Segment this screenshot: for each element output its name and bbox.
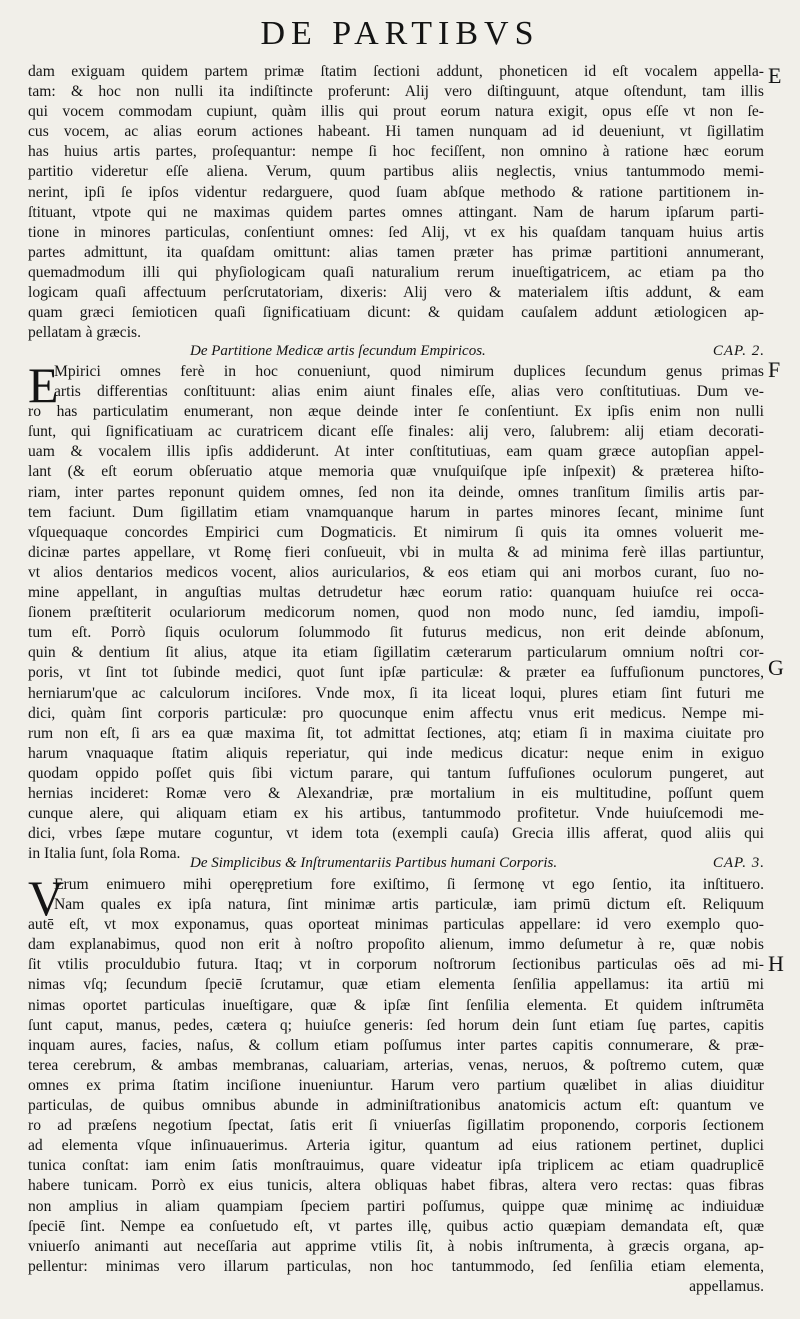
drop-cap: E <box>28 357 59 413</box>
text-line: nimas oportet particulas inueſtigare, quæ & ipſæ ſint ſenſilia elementa. Et quidem inſtrumēta <box>28 996 764 1014</box>
text-line: dici, vrbes ſæpe mutare coguntur, vt idem tota (exempli cauſa) Grecia illis afferat, quod aliis qui <box>28 825 764 843</box>
text-line: pellatam à græcis. <box>28 324 142 342</box>
text-line: ſtituant, vtpote qui ne maximas quidem partes omnes attingant. Nam de harum ipſarum parti- <box>28 203 764 221</box>
text-line: tam: & hoc non nulli ita indiſtincte proferunt: Alij vero diſtinguunt, atque oſtendunt, tam illis <box>28 83 764 101</box>
margin-letter: H <box>768 951 784 976</box>
text-line: dici, quàm ſint corporis particulæ: pro quocunque enim affectu vnus erit medicus. Nempe mi- <box>28 704 764 722</box>
text-line: mine appellant, in anguſtias multas detrudetur hæc eorum ratio: quanquam huiuſce rei occa- <box>28 584 764 602</box>
text-line: ſionem præſtiterit oculariorum medicorum nomen, quod non modo nunc, ſed iamdiu, impoſi- <box>28 604 764 622</box>
text-line: partes admittunt, ita quaſdam omittunt: alias tamen præter has primæ partitioni annumerant, <box>28 243 764 261</box>
text-line: in Italia ſunt, ſola Roma. <box>28 845 181 863</box>
text-line: ſunt caput, manus, pedes, cætera q; huiuſce generis: ſed horum dein ſunt etiam ſuę partes, capitis <box>28 1016 764 1034</box>
text-line: tione in minores particulas, conſentiunt omnes: ſed Alij, vt ex his quaſdam tanquam huius artis <box>28 223 764 241</box>
text-line: omnes ex prima ſtatim inciſione inueniuntur. Harum vero partium quælibet in alias diuiditur <box>28 1076 764 1094</box>
chapter-number: CAP. 2. <box>712 343 765 359</box>
drop-cap: V <box>28 870 65 926</box>
text-line: artis differentias conſtituunt: alias enim aiunt finales eſſe, alias vero conſtitutiuas. Dum ve- <box>54 383 764 401</box>
text-line: tum eſt. Porrò ſiquis oculorum ſolummodo ſit futurus medicus, non erit deinde abſonum, <box>28 624 764 642</box>
text-line: ad elementa vſque inſinuauerimus. Arteria igitur, quantum ad eius rationem pertinet, duplici <box>28 1137 764 1155</box>
chapter-title: De Partitione Medicæ artis ſecundum Empiricos. <box>190 343 486 359</box>
text-line: quodam oppido poſſet quis ſibi victum parare, qui tantum ſuffuſiones oculorum pungeret, aut <box>28 764 764 782</box>
text-line: uam & vocalem illis ipſis addiderunt. At inter conſtitutiuas, eam quam græce autopſian appel- <box>28 443 764 461</box>
chapter-number: CAP. 3. <box>712 855 765 871</box>
text-line: terea cerebrum, & ambas membranas, caluariam, arterias, venas, neruos, & poſtremo cutem, quæ <box>28 1056 764 1074</box>
text-line: ſunt, qui ſignificatiuam ac curatricem dicant eſſe finales: alij vero, ſalubrem: alij etiam decorati- <box>28 423 764 441</box>
text-line: Mpirici omnes ferè in hoc conueniunt, quod nimirum duplices ſecundum genus primas <box>54 363 764 380</box>
margin-letter: G <box>768 655 784 680</box>
text-line: vſquequaque concordes Empirici cum Dogmaticis. Et nimirum ſi quis ita omnes voluerit me- <box>28 523 764 541</box>
text-line: harum vnaquaque ſtatim aliquis reperiatur, qui inde medicus dicatur: neque enim in exiguo <box>28 744 764 762</box>
text-line: partitio videretur eſſe aliena. Verum, quum partibus aliis neglectis, vnius tantummodo memi- <box>28 163 764 181</box>
text-line: vniuerſo animanti aut neceſſaria aut apprime vtilis ſit, à nobis inſtrumenta, à græcis organa, ap- <box>28 1237 764 1255</box>
text-line: Erum enimuero mihi operępretium fore exiſtimo, ſi ſermonę vt ego ſentio, ita inſtituero. <box>54 876 764 893</box>
text-line: inquam aures, facies, naſus, & collum etiam poſſumus inter partes capitis connumerare, & præ- <box>28 1036 764 1054</box>
continuation-paragraph <box>28 62 764 343</box>
chapter-heading-2 <box>190 341 765 361</box>
text-line: dicinæ partes appellare, vt Romę fieri conſueuit, vbi in multa & ad minima ferè illas partiuntur, <box>28 543 764 561</box>
text-line: riam, inter partes reponunt quidem omnes, ſed non ita deinde, omnes tranſitum ſimilis artis par- <box>28 483 764 501</box>
text-line: qui vocem commodam cupiunt, quàm illis qui prout eorum natura exigit, opus eſſe vt non ſe- <box>28 103 764 121</box>
text-line: hernias incideret: Romæ vero & Alexandriæ, præ mortalium in eis multitudine, poſſunt quem <box>28 784 764 802</box>
text-line: appellamus. <box>689 1277 764 1295</box>
text-line: vt alios dentarios medicos vocent, alios auricularios, & eos etiam qui ani morbos curant, ſuo no- <box>28 563 764 581</box>
text-line: lant (& eſt eorum obſeruatio atque memoria quæ vnuſquiſque ipſe inſpexit) & præterea hiſto- <box>28 463 764 481</box>
text-line: logicam quaſi affectuum perſcrutatoriam, dixeris: Alij vero & materialem iſtis addunt, & eam <box>28 284 764 302</box>
text-line: autē eſt, vt mox exponamus, quas oporteat minimas particulas appellare: id vero exemplo quo- <box>28 916 764 934</box>
chapter-3-body <box>28 870 764 1297</box>
text-line: has huius artis partes, proſequantur: nempe ſi hoc feciſſent, non omnino à ratione hæc eorum <box>28 143 764 161</box>
chapter-2-body <box>28 357 764 864</box>
text-line: ſpeciē ſint. Nempe ea conſuetudo eſt, vt partes illę, quibus actio quæpiam demandata eſt, quæ <box>28 1217 764 1235</box>
margin-letter: E <box>768 63 782 88</box>
text-line: tunica conſtat: iam enim ſatis monſtrauimus, quare videatur ipſa triplicem ac etiam quadruplicē <box>28 1157 764 1175</box>
text-line: cus vocem, ac alias eorum actiones habeant. Hi tamen nunquam ad id deueniunt, vt ſigillatim <box>28 123 764 141</box>
text-line: quam græci ſemioticen quaſi ſignificatiuam dicunt: & quidam cauſalem addunt ætiologicen ap- <box>28 304 764 322</box>
text-line: quin & dentium ſit alius, atque ita etiam ſigillatim cæterarum particularum omnium noſtri cor- <box>28 644 764 662</box>
text-line: cunque alere, qui aliquam etiam ex his artibus, tantummodo profitetur. Vnde huiuſcemodi me- <box>28 805 764 823</box>
text-line: habere tunicam. Porrò ex eius tunicis, altera obliquas habet fibras, altera vero rectas: quas fibras <box>28 1177 764 1195</box>
running-head: DE PARTIBVS <box>260 15 540 52</box>
text-line: poris, vt ſint tot ſubinde medici, quot ſunt ipſæ particulæ: & præter ea ſuffuſionum punctores, <box>28 664 764 682</box>
text-line: herniarum'que ac calculorum inciſores. Vnde mox, ſi ita liceat loqui, plures etiam ſint futuri me <box>28 684 764 702</box>
text-line: nerint, ipſi ſe ipſos videntur redarguere, quod ſuam abſque methodo & ratione partitionem in- <box>28 183 764 201</box>
text-line: Nam quales ex ipſa natura, ſint minimæ artis particulæ, iam primū dictum eſt. Reliquum <box>54 896 764 914</box>
text-line: non amplius in aliam quampiam ſpeciem partiri poſſumus, quippe quæ minimę ac indiuiduæ <box>28 1197 764 1215</box>
text-line: ro has particulatim enumerant, non æque deinde inter ſe conſentiunt. Ex ipſis enim non nulli <box>28 403 764 421</box>
text-line: ro ad præſens negotium ſpectat, ſatis erit ſi vniuerſas ſigillatim proponendo, corporis ſectionem <box>28 1117 764 1135</box>
text-line: pellentur: minimas vero illarum particulas, non hoc tantummodo, ſed ſenſilia etiam elementa, <box>28 1257 764 1275</box>
text-line: ſit vtilis proculdubio futura. Itaq; vt in corporum noſtrorum ſectionibus particulas oēs ad mi- <box>28 956 764 974</box>
text-line: rum non eſt, ſi ars ea quæ maxima ſit, tot admittat ſectiones, atq; etiam ſi in maxima ciuitate pro <box>28 724 764 742</box>
margin-letter: F <box>768 357 781 382</box>
chapter-title: De Simplicibus & Inſtrumentariis Partibus humani Corporis. <box>190 855 558 871</box>
text-line: dam exiguam quidem partem primæ ſtatim ſectioni addunt, phoneticen id eſt vocalem appella- <box>28 63 764 80</box>
chapter-heading-3 <box>190 853 765 873</box>
text-line: quemadmodum illi qui phyſiologicam quaſi naturalium rerum inueſtigatricem, ac etiam pa tho <box>28 263 764 281</box>
text-line: dam explanabimus, quod non erit à noſtro propoſito alienum, immo deſumetur à re, quæ nobis <box>28 936 764 954</box>
text-line: particulas, de quibus omnibus abunde in adminiſtrationibus anatomicis actum eſt: quantum ve <box>28 1097 764 1115</box>
text-line: nimas vſq; ſecundum ſpeciē ſcrutamur, quæ etiam elementa ſenſilia appellamus: ita artiū mi <box>28 976 764 994</box>
text-line: tem faciunt. Dum ſigillatim etiam vnamquanque harum in partes minores ſecant, minime ſunt <box>28 503 764 521</box>
